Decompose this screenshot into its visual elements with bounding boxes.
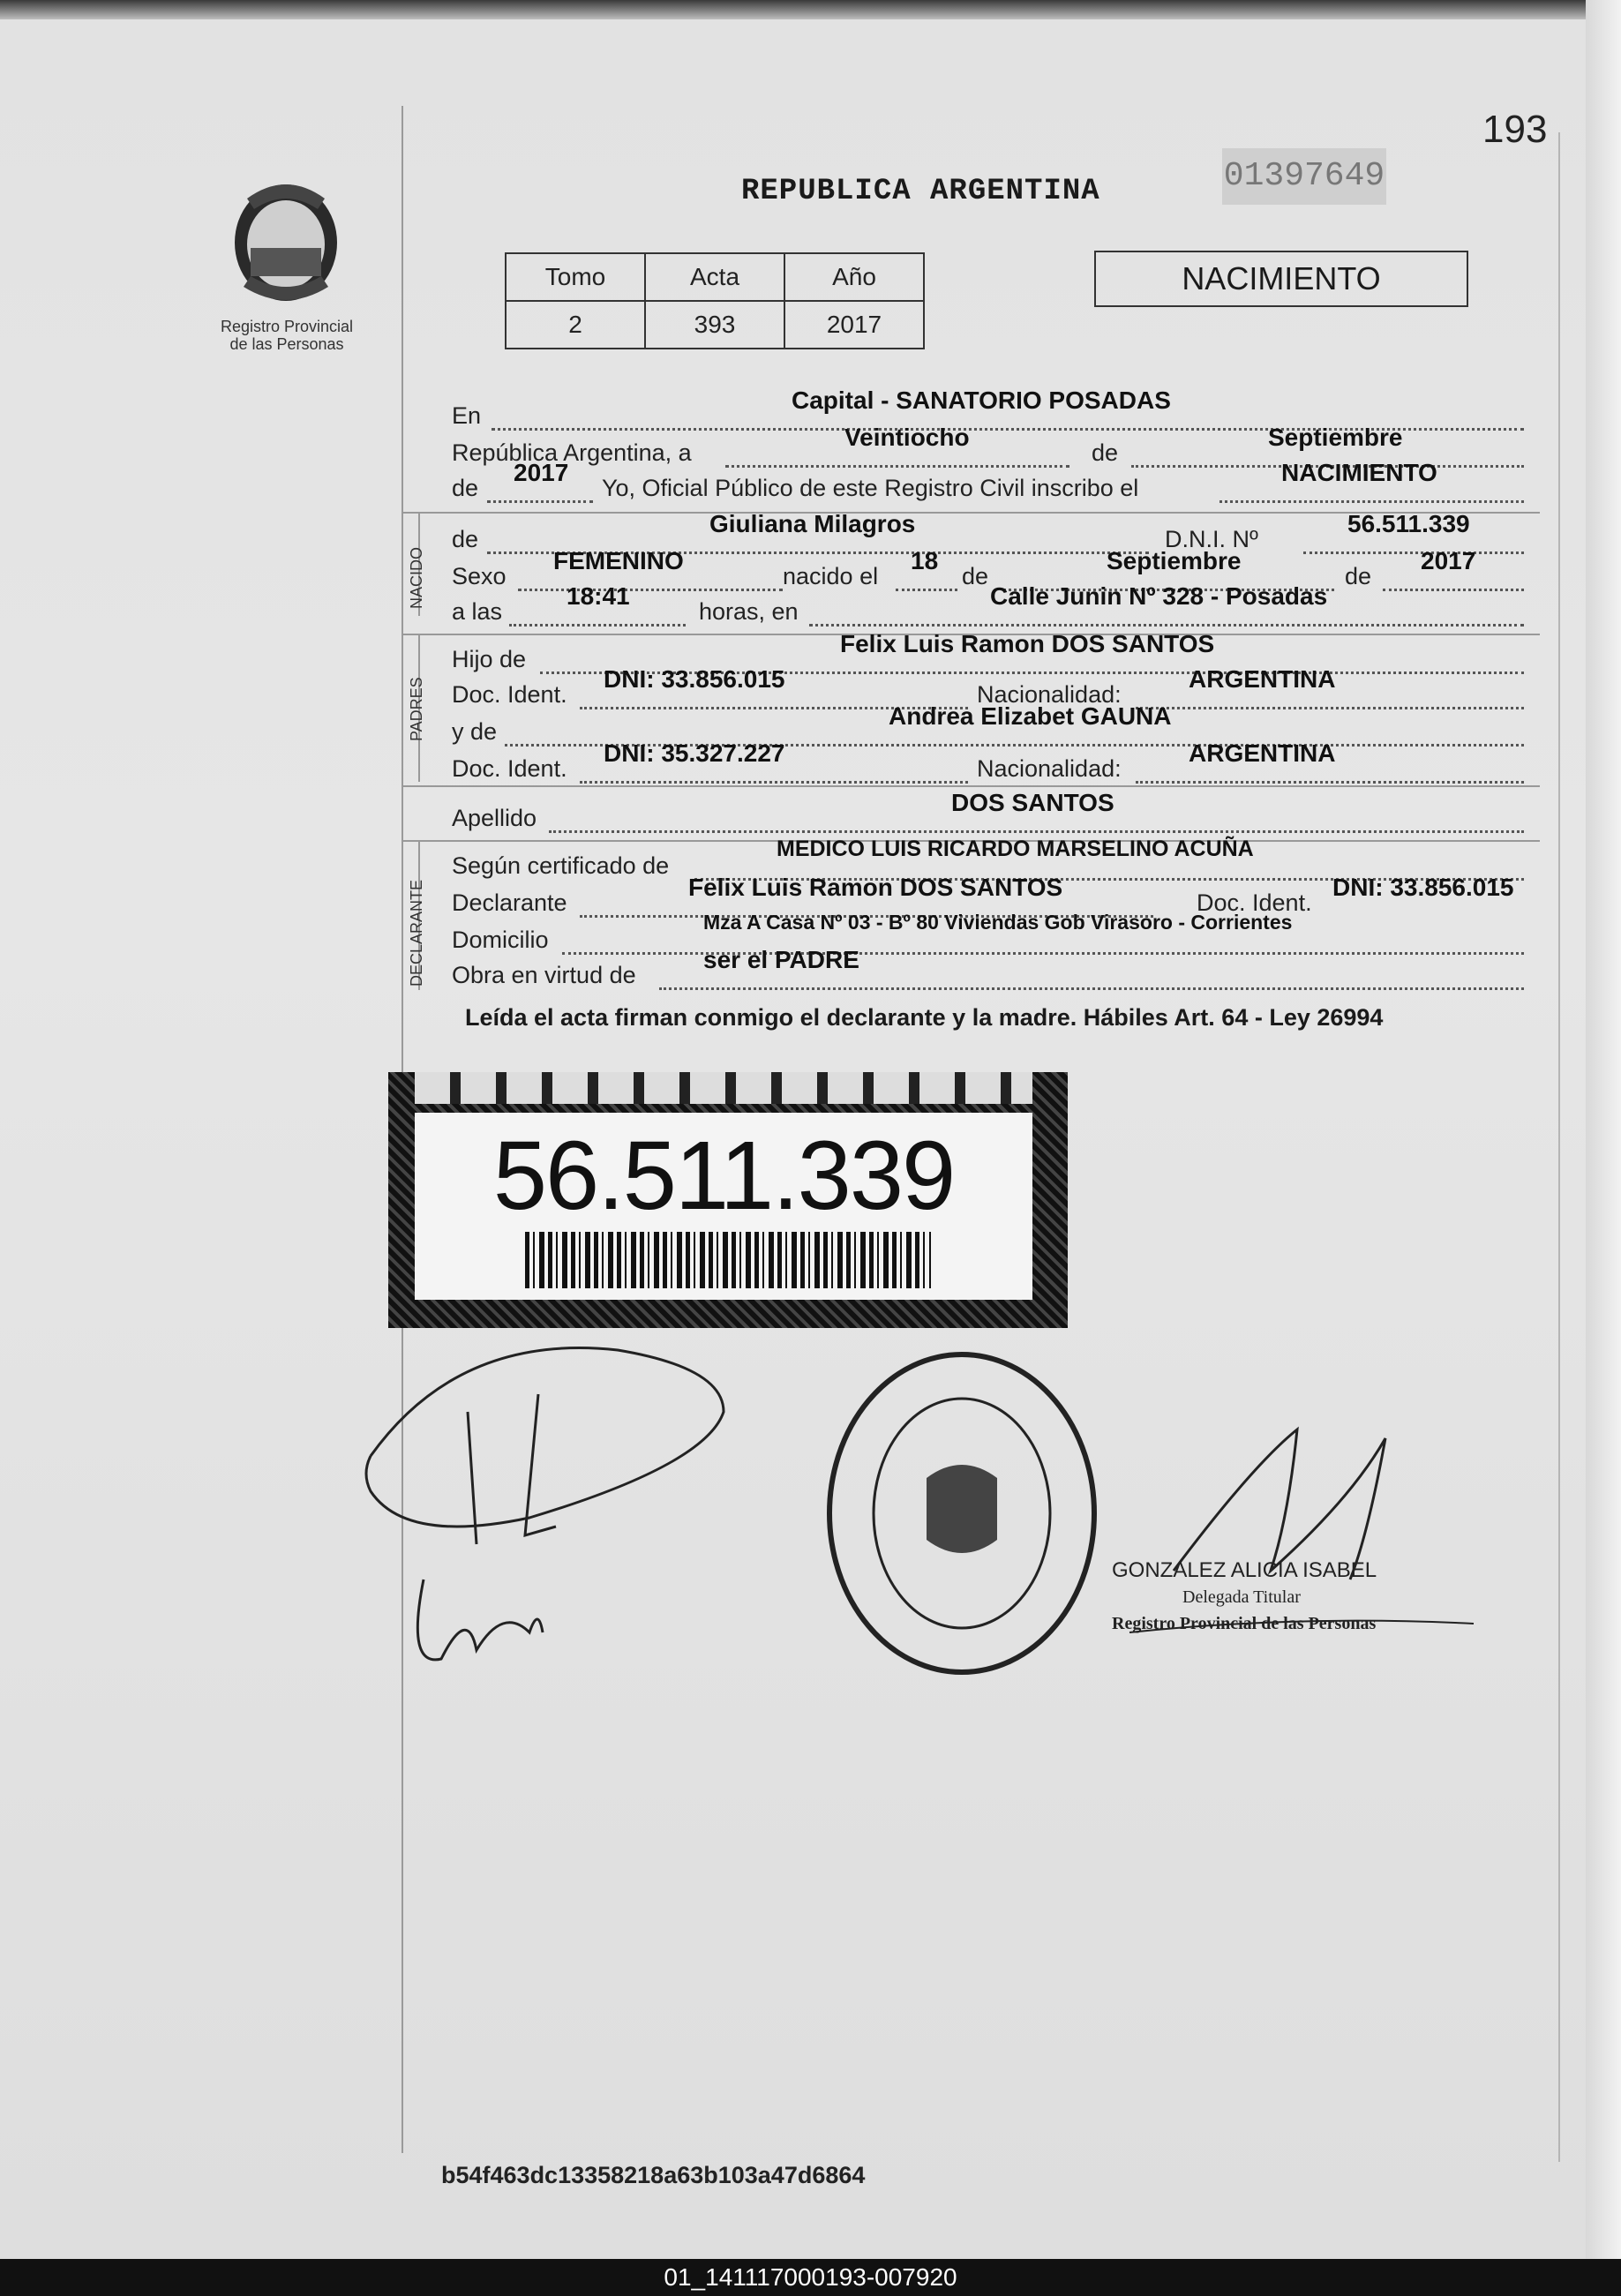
label-padre-nac: Nacionalidad: (977, 681, 1122, 708)
label-declarante: Declarante (452, 889, 567, 916)
label-declarante-doc: Doc. Ident. (1197, 889, 1312, 916)
label-en: En (452, 402, 482, 429)
right-margin-line (1558, 132, 1560, 2162)
value-tomo: 2 (506, 301, 645, 349)
declarant-signature (353, 1315, 741, 1685)
value-mes: Septiembre (1268, 424, 1403, 451)
record-type-box: NACIMIENTO (1094, 251, 1468, 307)
label-obra: Obra en virtud de (452, 962, 636, 988)
scan-right-edge (1586, 0, 1621, 2259)
row-hora (452, 582, 1533, 630)
value-nac-anio: 2017 (1421, 547, 1476, 574)
header-acta: Acta (645, 253, 784, 301)
row-apellido (452, 789, 1533, 837)
register-table (505, 252, 925, 349)
serial-number: 01397649 (1222, 148, 1386, 205)
value-anio: 2017 (514, 459, 569, 486)
value-lugar: Capital - SANATORIO POSADAS (792, 386, 1171, 414)
dni-number: 56.511.339 (492, 1122, 955, 1230)
officer-role: Delegada Titular (1182, 1587, 1301, 1607)
officer-office: Registro Provincial de las Personas (1112, 1614, 1377, 1633)
dotted-line (1220, 498, 1524, 503)
side-label-declarante: DECLARANTE (408, 879, 425, 987)
value-certificado: MEDICO LUIS RICARDO MARSELINO ACUÑA (777, 837, 1254, 861)
value-sexo: FEMENINO (553, 547, 684, 574)
scan-top-edge (0, 0, 1621, 19)
value-acta: 393 (645, 301, 784, 349)
dotted-line (659, 985, 1524, 990)
label-nac-de: de (962, 563, 989, 589)
label-republica: República Argentina, a (452, 439, 692, 466)
dotted-line (580, 778, 968, 784)
value-madre-doc: DNI: 35.327.227 (604, 739, 785, 767)
dotted-line (549, 828, 1524, 833)
officer-block (1112, 1557, 1377, 1637)
row-domicilio (452, 911, 1533, 958)
value-nac-dia: 18 (911, 547, 939, 574)
label-yo: Yo, Oficial Público de este Registro Civil inscribo el (602, 475, 1139, 501)
value-madre-nac: ARGENTINA (1189, 739, 1336, 767)
label-madre-doc: Doc. Ident. (452, 755, 567, 782)
section-separator (401, 785, 1540, 787)
registry-stamp (821, 1346, 1103, 1681)
value-declarante-doc: DNI: 33.856.015 (1332, 874, 1514, 901)
sticker-card (415, 1113, 1032, 1300)
value-obra: ser el PADRE (703, 946, 859, 973)
dotted-line (809, 621, 1524, 627)
logo-caption (199, 318, 375, 353)
dotted-line (487, 498, 593, 503)
label-padre-doc: Doc. Ident. (452, 681, 567, 708)
dotted-line (509, 621, 686, 627)
row-anio (452, 459, 1533, 506)
dotted-line (1136, 778, 1524, 784)
side-label-padres: PADRES (408, 677, 425, 741)
value-dia: Veintiocho (844, 424, 970, 451)
barcode-icon (525, 1232, 931, 1288)
dotted-line (1383, 586, 1524, 591)
value-nombre: Giuliana Milagros (709, 510, 916, 537)
label-domicilio: Domicilio (452, 927, 549, 953)
sticker-top-band (415, 1072, 1032, 1104)
row-madre-doc (452, 739, 1533, 787)
row-obra (452, 946, 1533, 994)
logo-caption-line-2: de las Personas (229, 335, 344, 353)
label-nac-de2: de (1345, 563, 1372, 589)
province-crest-logo (221, 163, 351, 313)
document-hash: b54f463dc13358218a63b103a47d6864 (441, 2162, 866, 2188)
label-madre-nac: Nacionalidad: (977, 755, 1122, 782)
label-certificado: Según certificado de (452, 852, 670, 879)
side-label-nacido: NACIDO (408, 546, 425, 609)
header-tomo: Tomo (506, 253, 645, 301)
label-de: de (1092, 439, 1119, 466)
dotted-line (896, 586, 957, 591)
label-hijo: Hijo de (452, 646, 527, 672)
logo-caption-line-1: Registro Provincial (220, 318, 354, 335)
value-padre-nac: ARGENTINA (1189, 665, 1336, 693)
label-nacido: nacido el (783, 563, 879, 589)
label-apellido: Apellido (452, 805, 537, 831)
dotted-line (518, 586, 783, 591)
value-direccion-nac: Calle Junin Nº 328 - Posadas (990, 582, 1328, 610)
page-number: 193 (1482, 108, 1548, 151)
value-apellido: DOS SANTOS (951, 789, 1114, 816)
value-declarante: Felix Luis Ramon DOS SANTOS (688, 874, 1063, 901)
register-table-values (506, 301, 924, 349)
value-hora: 18:41 (567, 582, 630, 610)
label-sexo: Sexo (452, 563, 507, 589)
label-a-las: a las (452, 598, 503, 625)
value-madre: Andrea Elizabet GAUNA (889, 702, 1172, 730)
value-padre-doc: DNI: 33.856.015 (604, 665, 785, 693)
label-horas: horas, en (699, 598, 799, 625)
value-inscripcion: NACIMIENTO (1281, 459, 1437, 486)
value-dni: 56.511.339 (1347, 510, 1470, 537)
dotted-line (1303, 549, 1524, 554)
value-padre: Felix Luis Ramon DOS SANTOS (840, 630, 1215, 657)
country-title: REPUBLICA ARGENTINA (741, 175, 1100, 208)
value-domicilio: Mza A Casa Nº 03 - Bº 80 Viviendas Gob Virasoro - Corrientes (703, 911, 1293, 934)
dni-sticker (388, 1072, 1068, 1328)
label-dni: D.N.I. Nº (1165, 526, 1258, 552)
header-anio: Año (784, 253, 924, 301)
label-de3: de (452, 526, 479, 552)
dotted-line (725, 462, 1069, 468)
closing-statement: Leída el acta firman conmigo el declarante y la madre. Hábiles Art. 64 - Ley 26994 (465, 1004, 1384, 1031)
label-de2: de (452, 475, 479, 501)
value-anio: 2017 (784, 301, 924, 349)
label-y-de: y de (452, 718, 498, 745)
value-nac-mes: Septiembre (1107, 547, 1242, 574)
officer-name: GONZALEZ ALICIA ISABEL (1112, 1558, 1377, 1582)
register-table-header (506, 253, 924, 301)
scan-footer-code: 01_141117000193-007920 (0, 2259, 1621, 2296)
dotted-line (1136, 704, 1524, 709)
